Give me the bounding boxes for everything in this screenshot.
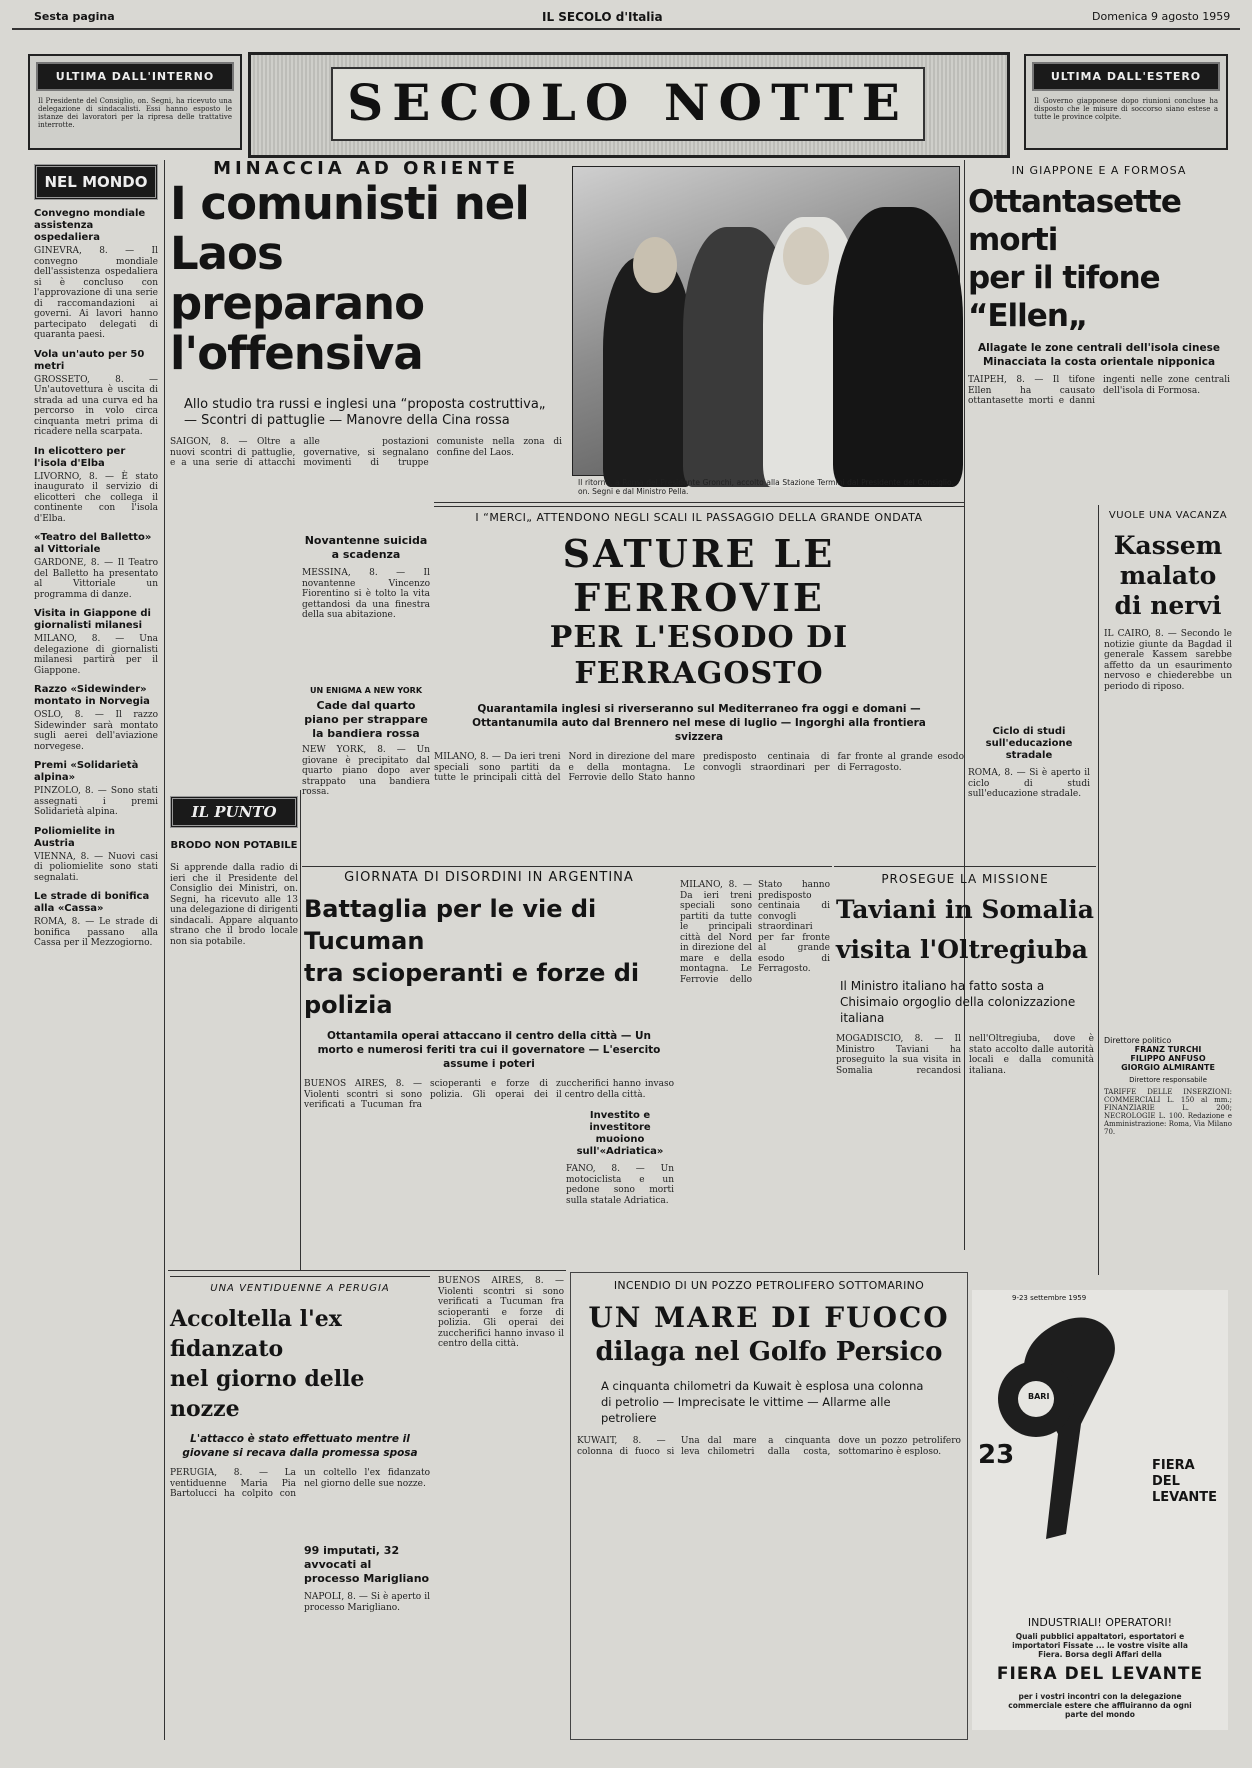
kassem-text: IL CAIRO, 8. — Secondo le notizie giunte da Bagdad il generale Kassem sarebbe affetto da un esaurimento nervoso e chiederebbe un periodo di riposo. xyxy=(1104,629,1232,692)
il-punto-box xyxy=(170,796,298,1266)
ciclo-story xyxy=(968,726,1090,866)
ferrovie-continued xyxy=(680,880,830,1260)
sidebar-nel-mondo xyxy=(34,164,158,1734)
sidebar-brief-text: GARDONE, 8. — Il Teatro del Balletto ha presentato al Vittoriale un programma di danze. xyxy=(34,558,158,600)
argentina-text: BUENOS AIRES, 8. — Violenti scontri si sono verificati a Tucuman fra scioperanti e forze di polizia. Gli operai dei zuccherifici hanno invaso il centro della città. xyxy=(304,1079,674,1110)
page-number: Sesta pagina xyxy=(34,10,115,23)
somalia-headline-2: visita l'Oltregiuba xyxy=(836,935,1088,964)
sidebar-list xyxy=(34,208,158,949)
sidebar-brief-text: GINEVRA, 8. — Il convegno mondiale dell'assistenza ospedaliera si è concluso con l'approvazione di una serie di raccomandazioni ai governi. Ai lavori hanno partecipato delegati di quaranta paesi. xyxy=(34,246,158,340)
fiera-logo-graphic xyxy=(986,1304,1136,1544)
ad-number: 23 xyxy=(978,1440,1015,1470)
somalia-text: MOGADISCIO, 8. — Il Ministro Taviani ha proseguito la sua visita in Somalia recandosi nell'Oltregiuba, dove è stato accolto dalle autorità locali e dalla comunità italiana. xyxy=(836,1034,1094,1076)
sidebar-brief-title: Visita in Giappone di giornalisti milanesi xyxy=(34,608,151,631)
nel-mondo-label: NEL MONDO xyxy=(34,164,158,200)
somalia-top-rule xyxy=(834,866,1096,867)
giappone-text: TAIPEH, 8. — Il tifone Ellen ha causato ottantasette morti e danni ingenti nelle zone centrali dell'isola di Formosa. xyxy=(968,375,1230,406)
ultima-interno-text: Il Presidente del Consiglio, on. Segni, ha ricevuto una delegazione di sindacalisti. Essi hanno esposto le istanze dei lavoratori per la ripresa delle trattative interrotte. xyxy=(38,97,232,129)
adriatica-story xyxy=(566,1110,674,1260)
kuwait-story xyxy=(570,1272,968,1740)
ferrovie-story xyxy=(434,506,964,866)
somalia-headline-1: Taviani in Somalia xyxy=(836,895,1094,924)
giappone-subheadline: Allagate le zone centrali dell'isola cinese Minacciata la costa orientale nipponica xyxy=(978,342,1220,368)
novantenne-story xyxy=(302,534,430,684)
sidebar-brief-text: PINZOLO, 8. — Sono stati assegnati i premi Solidarietà alpina. xyxy=(34,786,158,817)
adriatica-text: FANO, 8. — Un motociclista e un pedone sono morti sulla statale Adriatica. xyxy=(566,1164,674,1206)
kassem-story xyxy=(1104,510,1232,1030)
laos-subheadline: Allo studio tra russi e inglesi una “proposta costruttiva„ — Scontri di pattuglie — Manovre della Cina rossa xyxy=(184,397,546,428)
somalia-subheadline: Il Ministro italiano ha fatto sosta a Chisimaio orgoglio della colonizzazione italiana xyxy=(840,979,1076,1025)
laos-text: SAIGON, 8. — Oltre a nuovi scontri di pattuglie, e a una serie di attacchi alle postazioni governative, si segnalano movimenti di truppe comuniste nella zona di confine del Laos. xyxy=(170,437,562,468)
kuwait-kicker: INCENDIO DI UN POZZO PETROLIFERO SOTTOMARINO xyxy=(613,1279,925,1292)
ferrovie-headline-2: PER L'ESODO DI FERRAGOSTO xyxy=(549,620,849,691)
ferrovie-text-continued: MILANO, 8. — Da ieri treni speciali sono partiti da tutte le principali città del Nord in direzione del mare e della montagna. Le Ferrovie dello Stato hanno predisposto centinaia di convogli straordinari per far fronte al grande esodo di Ferragosto. xyxy=(680,880,830,985)
lower-rule xyxy=(168,1270,566,1271)
kuwait-text: KUWAIT, 8. — Una colonna di fuoco si leva dal mare a cinquanta chilometri dalla costa, dove un pozzo petrolifero sottomarino è esploso. xyxy=(577,1436,961,1457)
credits-name-1: FRANZ TURCHI xyxy=(1134,1045,1202,1054)
sidebar-brief-text: VIENNA, 8. — Nuovi casi di poliomielite sono stati segnalati. xyxy=(34,851,158,883)
sidebar-brief-title: Convegno mondiale assistenza ospedaliera xyxy=(34,208,146,243)
newyork-story xyxy=(302,686,430,797)
ad-copy: Quali pubblici appaltatori, esportatori e importatori Fissate ... le vostre visite alla Fiera. Borsa degli Affari della xyxy=(1012,1632,1188,1659)
kuwait-body xyxy=(577,1436,961,1736)
ad-fair-1: FIERA xyxy=(1152,1458,1195,1473)
credits-small: Direttore responsabile xyxy=(1129,1076,1207,1084)
newyork-text: NEW YORK, 8. — Un giovane è precipitato dal quarto piano dopo aver strappato una bandiera rossa. xyxy=(302,745,430,797)
ferrovie-subheadline: Quarantamila inglesi si riverseranno sul Mediterraneo fra oggi e domani — Ottantanumila auto dal Brennero nel mese di luglio — Ingorghi alla frontiera svizzera xyxy=(472,703,926,743)
credits-box xyxy=(1104,1036,1232,1268)
credits-label: Direttore politico xyxy=(1104,1036,1172,1045)
kuwait-headline-1: UN MARE DI FUOCO xyxy=(588,1301,950,1334)
giappone-headline-1: Ottantasette morti xyxy=(968,184,1181,258)
argentina-headline-2: tra scioperanti e forze di polizia xyxy=(304,959,640,1019)
kassem-kicker: VUOLE UNA VACANZA xyxy=(1108,510,1228,521)
newyork-kicker: UN ENIGMA A NEW YORK xyxy=(309,686,423,695)
argentina-continued xyxy=(438,1276,564,1736)
marigliano-text: NAPOLI, 8. — Si è aperto il processo Marigliano. xyxy=(304,1592,430,1613)
ferrovie-headline-1: SATURE LE FERROVIE xyxy=(562,531,836,620)
ad-footer: per i vostri incontri con la delegazione commerciale estere che affluiranno da ogni parte del mondo xyxy=(1008,1692,1192,1719)
laos-headline-2: preparano l'offensiva xyxy=(170,277,425,380)
photo-caption: Il ritorno, a Roma del Presidente Gronchi, accolto alla Stazione Termini dal Presidente del Consiglio, on. Segni e dal Ministro Pella. xyxy=(578,478,954,496)
giappone-headline-2: per il tifone “Ellen„ xyxy=(968,260,1160,334)
credits-name-3: GIORGIO ALMIRANTE xyxy=(1121,1063,1215,1072)
sidebar-brief xyxy=(34,891,158,949)
sidebar-brief-title: Razzo «Sidewinder» montato in Norvegia xyxy=(34,684,150,707)
punto-divider xyxy=(300,790,301,1270)
argentina-text-continued: BUENOS AIRES, 8. — Violenti scontri si sono verificati a Tucuman fra scioperanti e forze di polizia. Gli operai dei zuccherifici hanno invaso il centro della città. xyxy=(438,1276,564,1349)
ad-fair-3: LEVANTE xyxy=(1152,1490,1218,1505)
ultima-interno-label: ULTIMA DALL'INTERNO xyxy=(36,62,234,91)
ferrovie-text: MILANO, 8. — Da ieri treni speciali sono partiti da tutte le principali città del Nord in direzione del mare e della montagna. Le Ferrovie dello Stato hanno predisposto centinaia di convogli straordinari per far fronte al grande esodo di Ferragosto. xyxy=(434,752,964,783)
sidebar-brief xyxy=(34,532,158,600)
ad-brand: FIERA DEL LEVANTE xyxy=(996,1664,1204,1684)
sidebar-brief-title: Le strade di bonifica alla «Cassa» xyxy=(34,891,150,914)
sidebar-brief xyxy=(34,608,158,676)
marigliano-story xyxy=(304,1544,430,1734)
kassem-divider xyxy=(1098,505,1099,1275)
ad-fair-2: DEL xyxy=(1152,1474,1180,1489)
somalia-body xyxy=(836,1034,1094,1254)
newyork-title: Cade dal quarto piano per strappare la bandiera rossa xyxy=(304,699,428,740)
perugia-text: PERUGIA, 8. — La ventiduenne Maria Pia Bartolucci ha colpito con un coltello l'ex fidanzato nel giorno delle sue nozze. xyxy=(170,1468,430,1499)
perugia-kicker: UNA VENTIDUENNE A PERUGIA xyxy=(210,1283,390,1294)
sidebar-divider xyxy=(164,160,165,1740)
page-header xyxy=(12,6,1240,30)
ad-operators: INDUSTRIALI! OPERATORI! xyxy=(1027,1616,1173,1629)
sidebar-brief xyxy=(34,446,158,525)
novantenne-title: Novantenne suicida a scadenza xyxy=(304,534,428,561)
ad-city: BARI xyxy=(1028,1392,1050,1401)
ad-date: 9-23 settembre 1959 xyxy=(1012,1294,1087,1302)
ciclo-text: ROMA, 8. — Si è aperto il ciclo di studi sull'educazione stradale. xyxy=(968,768,1090,799)
sidebar-brief-title: Poliomielite in Austria xyxy=(34,825,116,849)
adriatica-title: Investito e investitore muoiono sull'«Adriatica» xyxy=(576,1110,664,1157)
ultima-estero-text: Il Governo giapponese dopo riunioni concluse ha disposto che le misure di soccorso siano estese a tutte le province colpite. xyxy=(1034,97,1218,121)
argentina-subheadline: Ottantamila operai attaccano il centro della città — Un morto e numerosi feriti tra cui il governatore — L'esercito assume i poteri xyxy=(317,1030,661,1070)
kassem-headline-1: Kassem xyxy=(1113,531,1223,560)
sidebar-brief-text: OSLO, 8. — Il razzo Sidewinder sarà montato sugli aerei dell'aviazione norvegese. xyxy=(34,710,158,752)
ultima-interno-box xyxy=(28,54,242,150)
sidebar-brief-text: MILANO, 8. — Una delegazione di giornalisti milanesi partirà per il Giappone. xyxy=(34,634,158,676)
perugia-subheadline: L'attacco è stato effettuato mentre il giovane si recava dalla promessa sposa xyxy=(182,1433,418,1459)
kassem-headline-3: di nervi xyxy=(1114,591,1222,620)
credits-name-2: FILIPPO ANFUSO xyxy=(1130,1054,1206,1063)
ferrovie-top-rule xyxy=(434,502,964,503)
il-punto-text: Si apprende dalla radio di ieri che il Presidente del Consiglio dei Ministri, on. Segni, ha ricevuto alle 13 una delegazione di dirigenti sindacali. Appare alquanto strano che il brodo locale non sia potabile. xyxy=(170,863,298,947)
masthead-title-box xyxy=(248,52,1010,158)
somalia-story xyxy=(836,872,1094,1272)
ultima-estero-label: ULTIMA DALL'ESTERO xyxy=(1032,62,1220,91)
argentina-headline-1: Battaglia per le vie di Tucuman xyxy=(304,895,597,955)
sidebar-brief-title: Premi «Solidarietà alpina» xyxy=(34,760,139,783)
sidebar-brief xyxy=(34,208,158,341)
kassem-headline-2: malato xyxy=(1119,561,1217,590)
sidebar-brief-text: ROMA, 8. — Le strade di bonifica passano alla Cassa per il Mezzogiorno. xyxy=(34,917,158,948)
sidebar-brief xyxy=(34,826,158,884)
sidebar-brief-text: GROSSETO, 8. — Un'autovettura è uscita di strada ad una curva ed ha percorso in volo circa cinquanta metri prima di ricadere nella scarpata. xyxy=(34,374,158,437)
laos-headline-1: I comunisti nel Laos xyxy=(170,177,529,280)
masthead-title: SECOLO NOTTE xyxy=(347,73,909,132)
ferrovie-kicker: I “MERCI„ ATTENDONO NEGLI SCALI IL PASSAGGIO DELLA GRANDE ONDATA xyxy=(434,506,964,524)
sidebar-brief-text: LIVORNO, 8. — È stato inaugurato il servizio di elicotteri che collega il continente con l'isola d'Elba. xyxy=(34,471,158,524)
giappone-story xyxy=(968,164,1230,504)
newspaper-name: IL SECOLO d'Italia xyxy=(542,10,663,24)
issue-date: Domenica 9 agosto 1959 xyxy=(1092,10,1231,23)
ultima-estero-box xyxy=(1024,54,1228,150)
sidebar-brief-title: «Teatro del Balletto» al Vittoriale xyxy=(34,532,152,555)
fiera-ad xyxy=(972,1290,1228,1730)
argentina-kicker: GIORNATA DI DISORDINI IN ARGENTINA xyxy=(344,870,634,885)
il-punto-label: IL PUNTO xyxy=(170,796,298,828)
sidebar-brief-title: Vola un'auto per 50 metri xyxy=(34,348,145,372)
il-punto-title: BRODO NON POTABILE xyxy=(170,840,298,851)
laos-kicker: MINACCIA AD ORIENTE xyxy=(213,158,519,179)
sidebar-brief xyxy=(34,760,158,818)
credits-text: TARIFFE DELLE INSERZIONI: COMMERCIALI L. 150 al mm.; FINANZIARIE L. 200; NECROLOGIE L. 100. Redazione e Amministrazione: Roma, Via Milano 70. xyxy=(1104,1088,1232,1136)
kuwait-headline-2: dilaga nel Golfo Persico xyxy=(595,1337,943,1367)
novantenne-text: MESSINA, 8. — Il novantenne Vincenzo Fiorentino si è tolto la vita gettandosi da una finestra della sua abitazione. xyxy=(302,568,430,620)
kuwait-subheadline: A cinquanta chilometri da Kuwait è esplosa una colonna di petrolio — Imprecisate le vittime — Allarme alle petroliere xyxy=(601,1379,924,1425)
gronchi-photo xyxy=(572,166,960,476)
giappone-kicker: IN GIAPPONE E A FORMOSA xyxy=(1011,164,1187,177)
sidebar-brief xyxy=(34,349,158,438)
marigliano-title: 99 imputati, 32 avvocati al processo Marigliano xyxy=(304,1544,430,1585)
sidebar-brief-title: In elicottero per l'isola d'Elba xyxy=(34,445,126,469)
somalia-kicker: PROSEGUE LA MISSIONE xyxy=(881,872,1049,886)
sidebar-brief xyxy=(34,684,158,752)
ciclo-title: Ciclo di studi sull'educazione stradale xyxy=(985,726,1073,761)
perugia-headline-1: Accoltella l'ex fidanzato xyxy=(170,1306,342,1362)
argentina-top-rule xyxy=(302,866,832,867)
perugia-headline-2: nel giorno delle nozze xyxy=(170,1366,365,1422)
